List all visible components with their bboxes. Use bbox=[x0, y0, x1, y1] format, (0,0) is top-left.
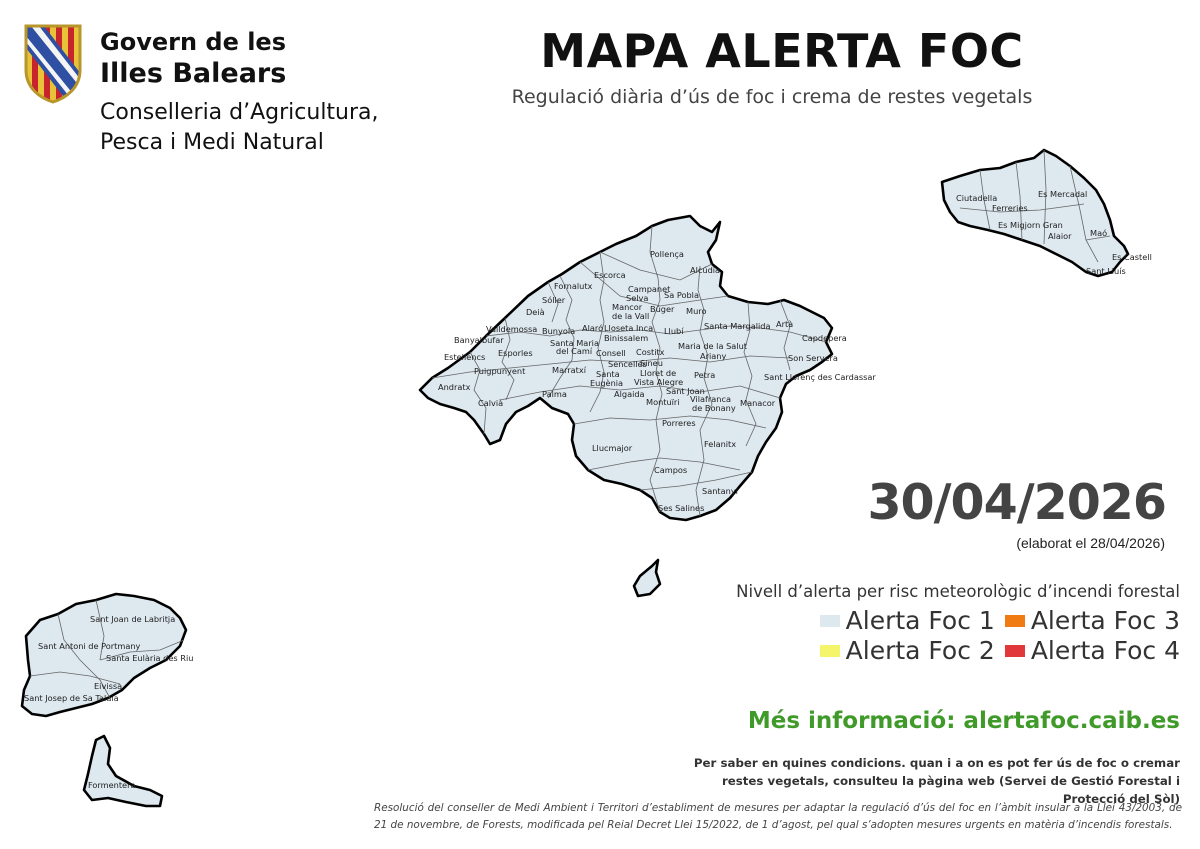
more-info-link[interactable]: Més informació: alertafoc.caib.es bbox=[747, 708, 1180, 734]
org-line-3: Conselleria d’Agricultura, bbox=[100, 100, 379, 125]
org-line-2: Illes Balears bbox=[100, 58, 287, 89]
label-lloret-2: Vista Alegre bbox=[634, 377, 684, 387]
legend-label-alerta-1: Alerta Foc 1 bbox=[845, 606, 995, 635]
label-maria-salut: Maria de la Salut bbox=[678, 341, 747, 351]
label-andratx: Andratx bbox=[438, 382, 471, 392]
label-porreres: Porreres bbox=[662, 418, 696, 428]
label-mancor-2: de la Vall bbox=[612, 311, 650, 321]
label-esporles: Esporles bbox=[498, 348, 533, 358]
legend bbox=[820, 606, 1180, 666]
org-line-1: Govern de les bbox=[100, 28, 286, 56]
label-banyalbufar: Banyalbufar bbox=[454, 335, 504, 345]
label-sant-joan: Sant Joan bbox=[666, 386, 705, 396]
label-santa-maria-2: del Camí bbox=[556, 346, 593, 356]
label-sant-lluis: Sant Lluís bbox=[1086, 266, 1126, 276]
label-montuiri: Montuïri bbox=[646, 397, 680, 407]
legend-swatch-alerta-2 bbox=[820, 645, 840, 657]
label-formentera: Formentera bbox=[88, 780, 136, 790]
legend-swatch-alerta-3 bbox=[1005, 615, 1025, 627]
island-formentera bbox=[84, 736, 162, 806]
island-cabrera bbox=[634, 560, 660, 596]
page-subtitle: Regulació diària d’ús de foc i crema de restes vegetals bbox=[511, 86, 1033, 108]
label-lloret-1: Lloret de bbox=[640, 368, 677, 378]
label-lloseta: Lloseta bbox=[604, 323, 634, 333]
label-ferreries: Ferreries bbox=[992, 203, 1028, 213]
label-alaro: Alaró bbox=[582, 323, 604, 333]
label-alaior: Alaior bbox=[1048, 231, 1072, 241]
label-binissalem: Binissalem bbox=[604, 333, 649, 343]
label-bunyola: Bunyola bbox=[542, 326, 576, 336]
label-sant-josep: Sant Josep de Sa Talaia bbox=[24, 693, 119, 703]
legend-item-alerta-3 bbox=[1005, 606, 1180, 636]
label-buger: Búger bbox=[650, 304, 675, 314]
legend-title: Nivell d’alerta per risc meteorològic d’incendi forestal bbox=[736, 582, 1180, 601]
label-sant-llorenc: Sant Llorenç des Cardassar bbox=[764, 372, 876, 382]
label-inca: Inca bbox=[636, 323, 654, 333]
label-soller: Sóller bbox=[542, 295, 566, 305]
page-title: MAPA ALERTA FOC bbox=[540, 24, 1024, 78]
label-son-servera: Son Servera bbox=[788, 353, 838, 363]
label-petra: Petra bbox=[694, 370, 716, 380]
label-alcudia: Alcúdia bbox=[690, 265, 721, 275]
label-mancor-1: Mancor bbox=[612, 302, 643, 312]
label-ariany: Ariany bbox=[700, 351, 727, 361]
org-line-4: Pesca i Medi Natural bbox=[100, 130, 324, 155]
island-menorca bbox=[942, 150, 1128, 276]
legend-label-alerta-3: Alerta Foc 3 bbox=[1030, 606, 1180, 635]
label-marratxi: Marratxí bbox=[552, 365, 587, 375]
label-santa-eularia: Santa Eulària des Riu bbox=[106, 653, 194, 663]
label-ses-salines: Ses Salines bbox=[658, 503, 705, 513]
label-campos: Campos bbox=[654, 465, 688, 475]
label-santa-eugenia-2: Eugènia bbox=[590, 378, 624, 388]
forecast-date: 30/04/2026 bbox=[867, 474, 1166, 531]
label-sencelles: Sencelles bbox=[608, 359, 647, 369]
legend-item-alerta-1 bbox=[820, 606, 995, 636]
label-santanyi: Santanyí bbox=[702, 486, 738, 496]
label-pollenca: Pollença bbox=[650, 249, 684, 259]
legend-swatch-alerta-4 bbox=[1005, 645, 1025, 657]
label-selva: Selva bbox=[626, 293, 649, 303]
label-es-mercadal: Es Mercadal bbox=[1038, 189, 1088, 199]
elaboration-date: (elaborat el 28/04/2026) bbox=[1016, 535, 1165, 551]
label-mao: Maó bbox=[1090, 228, 1108, 238]
label-vilafranca-2: de Bonany bbox=[692, 403, 736, 413]
label-llucmajor: Llucmajor bbox=[592, 443, 633, 453]
label-valldemossa: Valldemossa bbox=[486, 324, 538, 334]
info-note: Per saber en quines condicions. quan i a on es pot fer ús de foc o cremar restes vegetals, consulteu la pàgina web (Servei de Gestió Forestal i Protecció del Sòl) bbox=[693, 756, 1180, 806]
label-sa-pobla: Sa Pobla bbox=[664, 290, 699, 300]
label-santa-maria-1: Santa Maria bbox=[550, 338, 599, 348]
legend-label-alerta-2: Alerta Foc 2 bbox=[845, 636, 995, 665]
label-santa-eugenia-1: Santa bbox=[596, 369, 620, 379]
legend-item-alerta-2 bbox=[820, 636, 995, 666]
label-fornalutx: Fornalutx bbox=[554, 281, 593, 291]
label-costitx: Costitx bbox=[636, 347, 665, 357]
label-sant-joan-labritja: Sant Joan de Labritja bbox=[90, 614, 176, 624]
label-felanitx: Felanitx bbox=[704, 439, 737, 449]
label-arta: Artà bbox=[776, 319, 794, 329]
legend-item-alerta-4 bbox=[1005, 636, 1180, 666]
label-manacor: Manacor bbox=[740, 398, 776, 408]
label-es-migjorn: Es Migjorn Gran bbox=[998, 220, 1063, 230]
label-llubi: Llubí bbox=[664, 326, 684, 336]
label-deia: Deià bbox=[526, 307, 545, 317]
label-algaida: Algaida bbox=[614, 389, 645, 399]
label-calvia: Calvià bbox=[478, 398, 504, 408]
label-santa-margalida: Santa Margalida bbox=[704, 321, 771, 331]
label-escorca: Escorca bbox=[594, 270, 626, 280]
label-puigpunyent: Puigpunyent bbox=[474, 366, 526, 376]
label-estellencs: Estellencs bbox=[444, 352, 486, 362]
legend-label-alerta-4: Alerta Foc 4 bbox=[1030, 636, 1180, 665]
label-eivissa: Eivissa bbox=[94, 681, 123, 691]
legal-text: Resolució del conseller de Medi Ambient i Territori d’establiment de mesures per adaptar la regulació d’ús del foc en l’àmbit insular a la Llei 43/2003, de 21 de novembre, de Forests, modificada pel Reial Decret Llei 15/2022, de 1 d’agost, pel qual s’adopten mesures urgents en matèria d’incendis forestals. bbox=[374, 802, 1182, 831]
label-sineu: Sineu bbox=[640, 358, 663, 368]
label-sant-antoni: Sant Antoni de Portmany bbox=[38, 641, 141, 651]
label-vilafranca-1: Vilafranca bbox=[690, 394, 731, 404]
label-ciutadella: Ciutadella bbox=[956, 193, 998, 203]
label-campanet: Campanet bbox=[628, 284, 671, 294]
legend-swatch-alerta-1 bbox=[820, 615, 840, 627]
label-consell: Consell bbox=[596, 348, 626, 358]
label-capdepera: Capdepera bbox=[802, 333, 847, 343]
label-muro: Muro bbox=[686, 306, 707, 316]
label-es-castell: Es Castell bbox=[1112, 252, 1152, 262]
label-palma: Palma bbox=[542, 389, 567, 399]
